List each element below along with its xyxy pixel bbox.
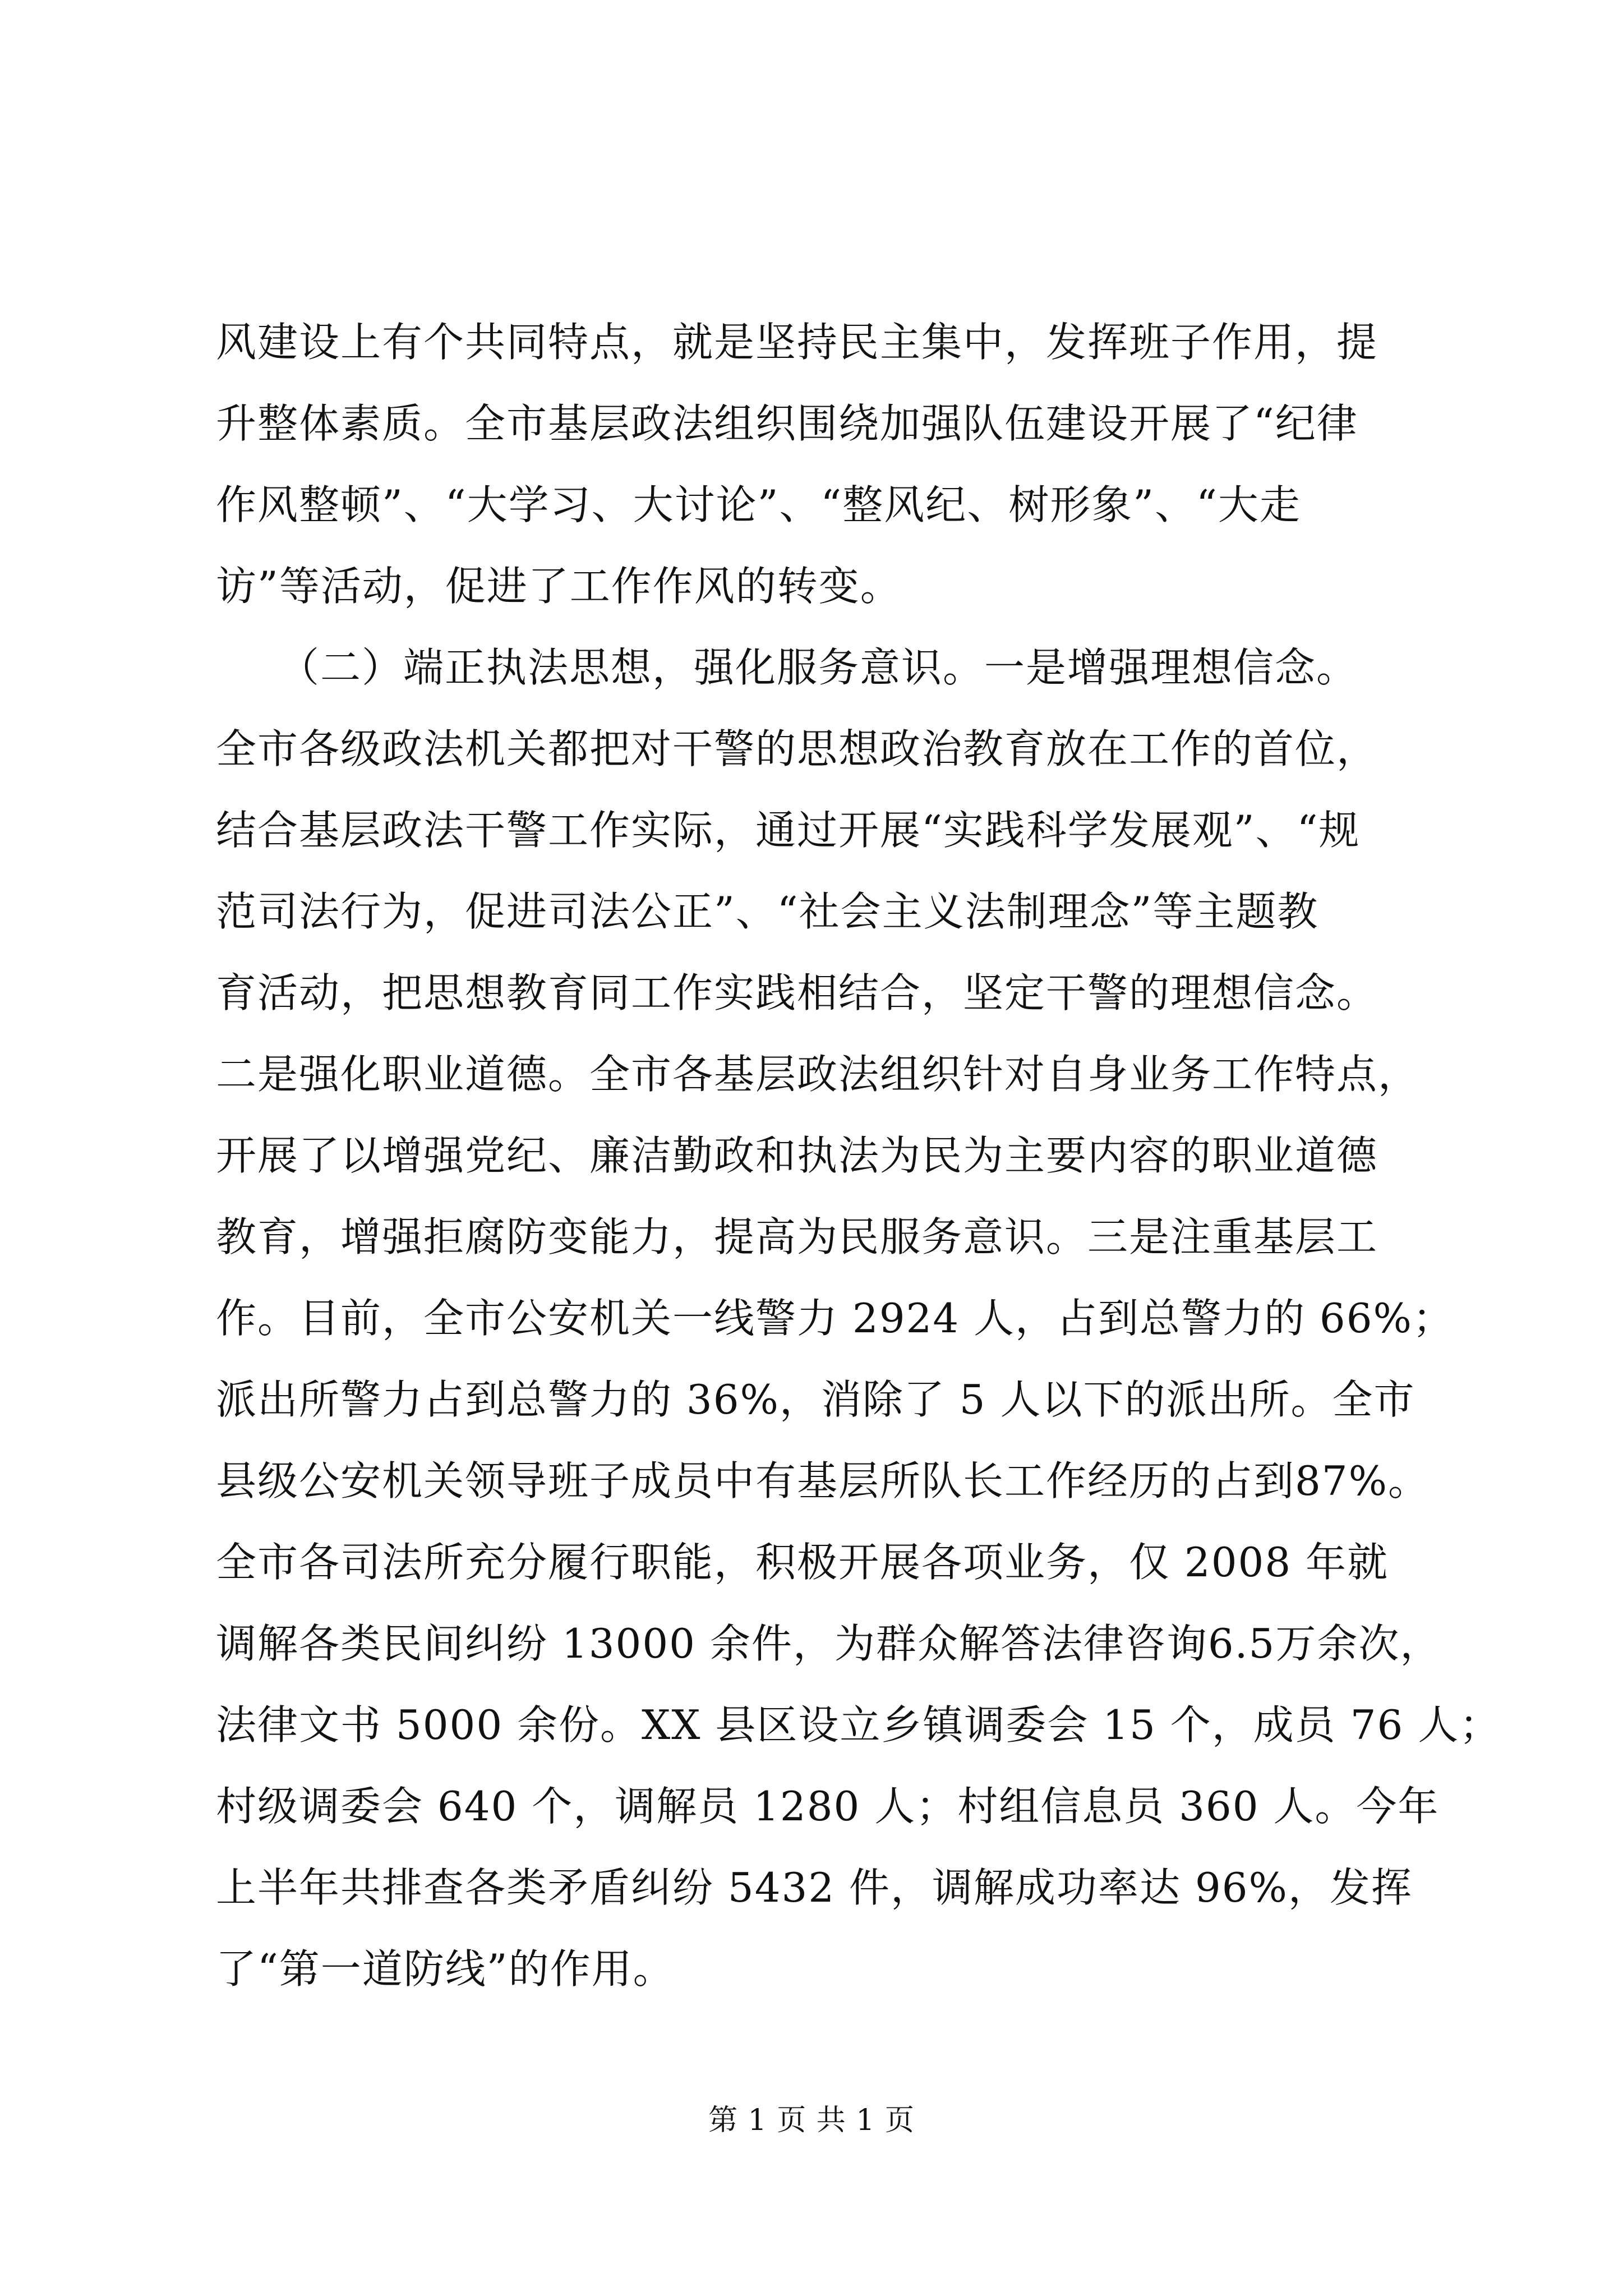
body-text [216, 302, 1501, 2010]
text-line: 开展了以增强党纪、廉洁勤政和执法为民为主要内容的职业道德 [216, 1132, 1378, 1179]
text-line: 了“第一道防线”的作用。 [216, 1945, 675, 1993]
text-line: （二）端正执法思想，强化服务意识。一是增强理想信念。 [216, 644, 1358, 691]
text-line: 结合基层政法干警工作实际，通过开展“实践科学发展观”、“规 [216, 807, 1361, 854]
page-number-footer: 第 1 页 共 1 页 [708, 2104, 915, 2137]
text-line: 全市各司法所充分履行职能，积极开展各项业务，仅 2008 年就 [216, 1539, 1389, 1586]
text-line: 风建设上有个共同特点，就是坚持民主集中，发挥班子作用，提 [216, 319, 1378, 366]
text-line: 访”等活动，促进了工作作风的转变。 [216, 563, 902, 610]
text-line: 教育，增强拒腐防变能力，提高为民服务意识。三是注重基层工 [216, 1213, 1378, 1260]
text-line: 村级调委会 640 个，调解员 1280 人；村组信息员 360 人。今年 [216, 1783, 1440, 1830]
text-line: 上半年共排查各类矛盾纠纷 5432 件，调解成功率达 96%，发挥 [216, 1864, 1413, 1911]
text-line: 县级公安机关领导班子成员中有基层所队长工作经历的占到87%。 [216, 1457, 1430, 1504]
text-line: 范司法行为，促进司法公正”、“社会主义法制理念”等主题教 [216, 888, 1319, 935]
text-line: 全市各级政法机关都把对干警的思想政治教育放在工作的首位， [216, 725, 1378, 772]
text-line: 作风整顿”、“大学习、大讨论”、“整风纪、树形象”、“大走 [216, 481, 1301, 528]
text-line: 育活动，把思想教育同工作实践相结合，坚定干警的理想信念。 [216, 969, 1378, 1016]
text-line: 调解各类民间纠纷 13000 余件，为群众解答法律咨询6.5万余次， [216, 1620, 1442, 1667]
text-line: 法律文书 5000 余份。XX 县区设立乡镇调委会 15 个，成员 76 人； [216, 1701, 1501, 1749]
text-line: 作。目前，全市公安机关一线警力 2924 人，占到总警力的 66%； [216, 1295, 1454, 1342]
text-line: 派出所警力占到总警力的 36%，消除了 5 人以下的派出所。全市 [216, 1376, 1415, 1423]
text-line: 二是强化职业道德。全市各基层政法组织针对自身业务工作特点， [216, 1051, 1420, 1098]
text-line: 升整体素质。全市基层政法组织围绕加强队伍建设开展了“纪律 [216, 400, 1358, 447]
